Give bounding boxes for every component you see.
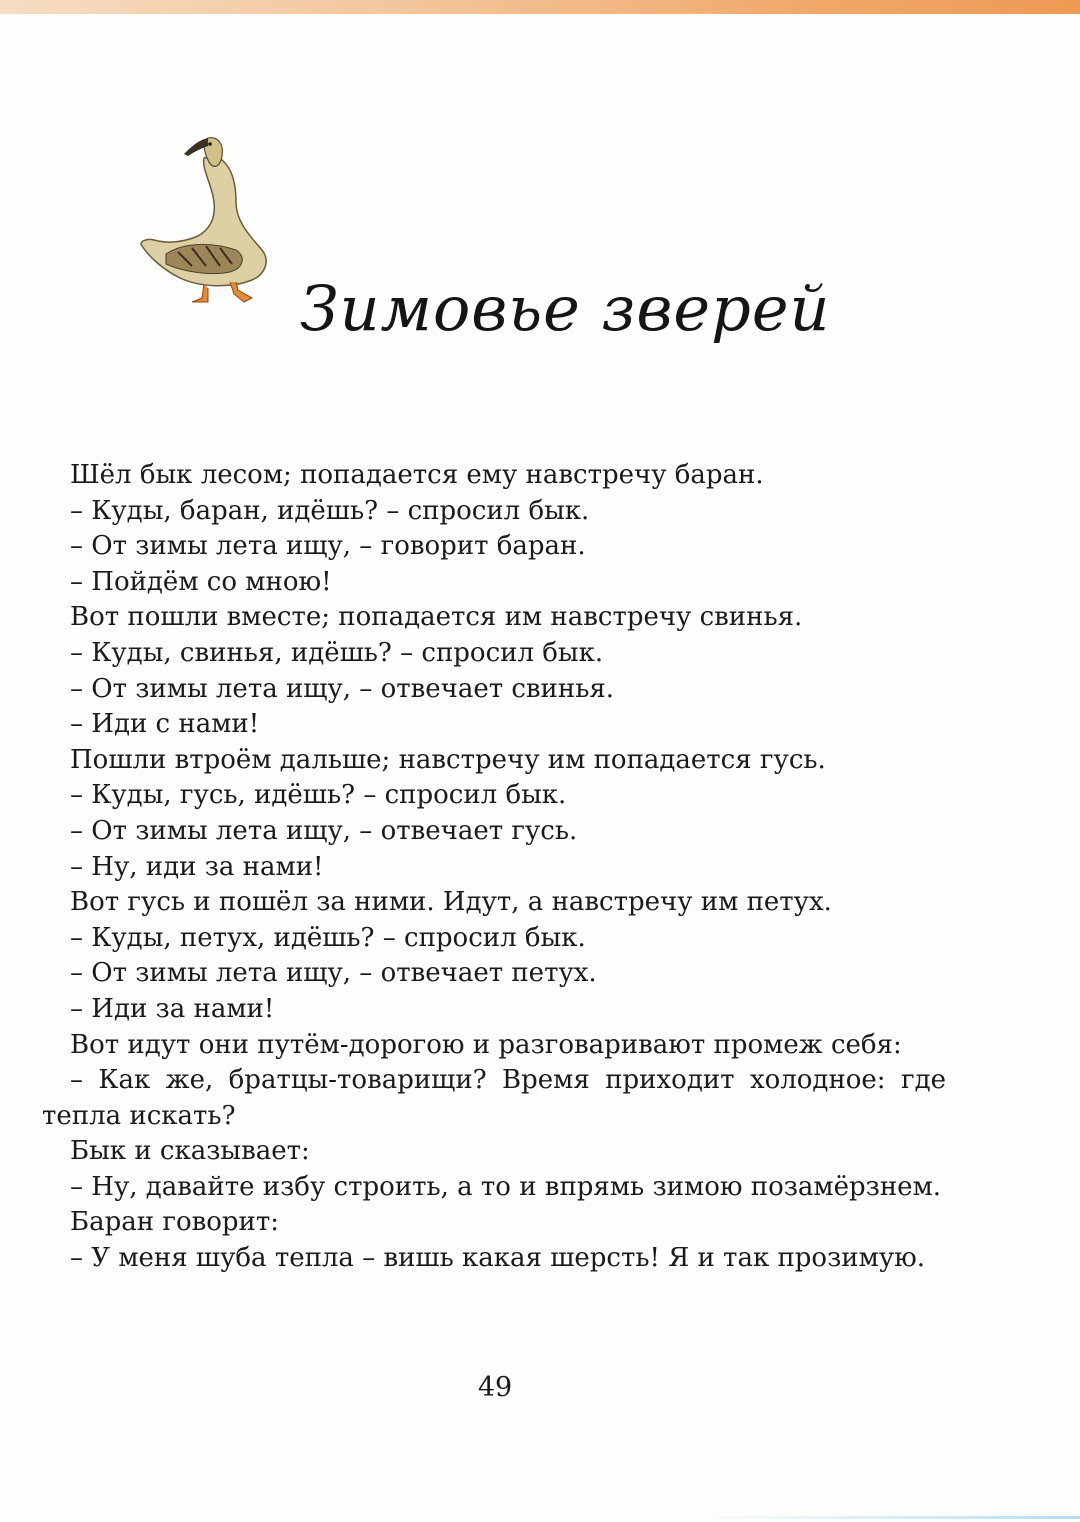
story-paragraph: – От зимы лета ищу, – говорит баран. bbox=[70, 531, 586, 562]
story-paragraph: – Как же, братцы-товарищи? Время приходит холодное: где тепла искать? bbox=[42, 1065, 946, 1131]
story-paragraph: – Иди за нами! bbox=[70, 993, 275, 1024]
story-paragraph: Шёл бык лесом; попадается ему навстречу баран. bbox=[70, 460, 764, 490]
top-color-band bbox=[0, 0, 1080, 14]
story-paragraph: – Куды, петух, идёшь? – спросил бык. bbox=[70, 922, 586, 953]
story-paragraph: – От зимы лета ищу, – отвечает свинья. bbox=[70, 673, 615, 704]
story-paragraph: Баран говорит: bbox=[70, 1207, 280, 1238]
story-text bbox=[42, 458, 946, 1277]
story-paragraph: – Куды, баран, идёшь? – спросил бык. bbox=[70, 495, 590, 526]
bottom-edge-line bbox=[700, 1516, 1080, 1519]
story-paragraph: – От зимы лета ищу, – отвечает петух. bbox=[70, 958, 597, 989]
story-paragraph: – Ну, давайте избу строить, а то и впрямь зимою позамёрзнем. bbox=[70, 1171, 942, 1202]
story-paragraph: Вот идут они путём-дорогою и разговаривают промеж себя: bbox=[70, 1029, 902, 1060]
story-paragraph: – Ну, иди за нами! bbox=[70, 851, 324, 882]
page-number: 49 bbox=[477, 1372, 513, 1403]
story-paragraph: Пошли втроём дальше; навстречу им попадается гусь. bbox=[70, 744, 826, 775]
story-paragraph: – Иди с нами! bbox=[70, 709, 260, 740]
story-paragraph: – Пойдём со мною! bbox=[70, 566, 332, 597]
story-paragraph: – От зимы лета ищу, – отвечает гусь. bbox=[70, 815, 578, 846]
story-title: Зимовье зверей bbox=[300, 272, 831, 345]
goose-illustration bbox=[132, 118, 282, 318]
story-paragraph: Вот пошли вместе; попадается им навстречу свинья. bbox=[70, 602, 803, 633]
story-paragraph: Вот гусь и пошёл за ними. Идут, а навстречу им петух. bbox=[70, 887, 832, 918]
story-paragraph: Бык и сказывает: bbox=[70, 1136, 310, 1167]
story-paragraph: – Куды, гусь, идёшь? – спросил бык. bbox=[70, 780, 567, 811]
story-paragraph: – У меня шуба тепла – вишь какая шерсть! Я и так прозимую. bbox=[70, 1243, 926, 1274]
story-paragraph: – Куды, свинья, идёшь? – спросил бык. bbox=[70, 637, 604, 668]
